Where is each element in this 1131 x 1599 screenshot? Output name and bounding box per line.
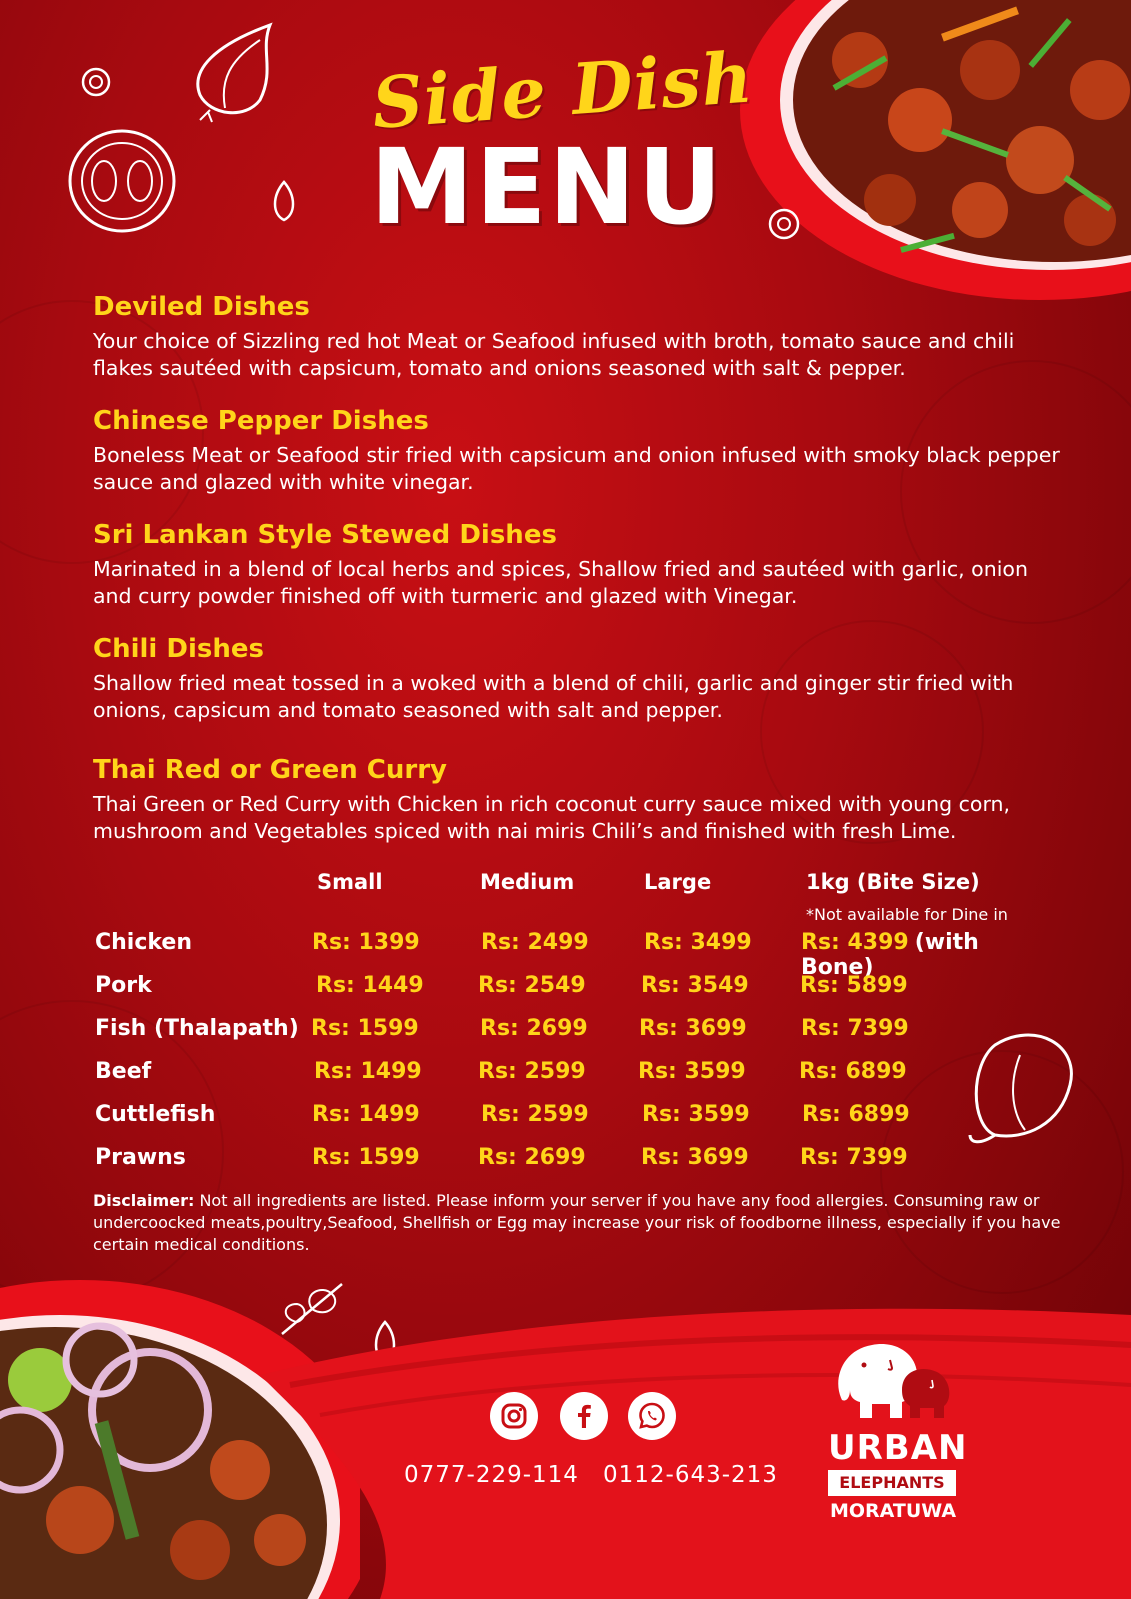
price-small: Rs: 1599	[312, 1145, 420, 1170]
whatsapp-button[interactable]	[628, 1392, 676, 1440]
page-title: MENU	[370, 126, 725, 248]
section-description: Shallow fried meat tossed in a woked with a blend of chili, garlic and ginger stir fried with onions, capsicum and tomato seasoned with salt and pepper.	[93, 671, 1014, 722]
availability-note: *Not available for Dine in	[806, 905, 1008, 924]
brand-location: MORATUWA	[829, 1500, 957, 1522]
price-large: Rs: 3599	[642, 1102, 750, 1127]
price-small: Rs: 1399	[312, 930, 420, 955]
phone-number[interactable]: 0777-229-114	[404, 1462, 579, 1488]
facebook-icon	[570, 1402, 598, 1430]
price-medium: Rs: 2599	[478, 1059, 586, 1084]
column-header-medium: Medium	[480, 870, 575, 894]
price-extra-note: (with Bone)	[801, 930, 979, 980]
section-title: Thai Red or Green Curry	[93, 755, 447, 785]
section-description: Marinated in a blend of local herbs and spices, Shallow fried and sautéed with garlic, onion and curry powder finished off with turmeric and glazed with Vinegar.	[93, 557, 1028, 608]
column-header-1kg: 1kg (Bite Size)	[806, 870, 980, 894]
price-1kg: Rs: 5899	[800, 973, 908, 998]
price-row	[95, 1102, 1055, 1132]
section-description: Thai Green or Red Curry with Chicken in rich coconut curry sauce mixed with young corn, mushroom and Vegetables spiced with nai miris Chili’s and finished with fresh Lime.	[93, 792, 1011, 843]
price-1kg: Rs: 4399	[801, 930, 909, 955]
tomato-slice-icon	[66, 127, 178, 235]
item-name: Beef	[95, 1059, 152, 1084]
item-name: Fish (Thalapath)	[95, 1016, 299, 1041]
price-large: Rs: 3699	[639, 1016, 747, 1041]
price-large: Rs: 3549	[641, 973, 749, 998]
price-row	[95, 1059, 1055, 1089]
section-title: Deviled Dishes	[93, 292, 310, 322]
section-title: Chili Dishes	[93, 634, 264, 664]
menu-section	[93, 406, 1073, 496]
price-medium: Rs: 2599	[481, 1102, 589, 1127]
instagram-button[interactable]	[490, 1392, 538, 1440]
script-title: Side Dish	[369, 35, 757, 145]
price-row	[95, 973, 1055, 1003]
food-photo-top	[740, 0, 1131, 300]
garlic-clove-icon	[268, 178, 300, 224]
phone-number[interactable]: 0112-643-213	[603, 1462, 778, 1488]
decorative-swoosh	[260, 1255, 1131, 1599]
item-name: Pork	[95, 973, 152, 998]
onion-icon	[190, 20, 280, 125]
disclaimer-label: Disclaimer:	[93, 1191, 195, 1210]
disclaimer-text: Not all ingredients are listed. Please inform your server if you have any food allergies. Consuming raw or undercoocked meats,poultry,Seafood, Shellfish or Egg may increase your risk of foodborne illness, especially if you have certain medical conditions.	[93, 1191, 1061, 1254]
price-row	[95, 1016, 1055, 1046]
facebook-button[interactable]	[560, 1392, 608, 1440]
price-1kg: Rs: 7399	[801, 1016, 909, 1041]
elephant-logo-icon	[832, 1340, 958, 1422]
price-medium: Rs: 2699	[478, 1145, 586, 1170]
brand-subname: ELEPHANTS	[828, 1470, 956, 1496]
menu-section	[93, 755, 1073, 845]
menu-section	[93, 520, 1073, 610]
price-1kg: Rs: 6899	[799, 1059, 907, 1084]
price-medium: Rs: 2699	[480, 1016, 588, 1041]
section-title: Sri Lankan Style Stewed Dishes	[93, 520, 557, 550]
item-name: Cuttlefish	[95, 1102, 216, 1127]
price-small: Rs: 1449	[316, 973, 424, 998]
menu-section	[93, 634, 1073, 724]
price-small: Rs: 1599	[311, 1016, 419, 1041]
price-row	[95, 930, 1055, 980]
whatsapp-icon	[637, 1401, 667, 1431]
price-large: Rs: 3499	[644, 930, 752, 955]
price-large: Rs: 3599	[638, 1059, 746, 1084]
pepper-slice-icon	[767, 207, 801, 241]
disclaimer	[93, 1190, 1068, 1256]
price-small: Rs: 1499	[314, 1059, 422, 1084]
price-row	[95, 1145, 1055, 1175]
menu-section	[93, 292, 1073, 382]
price-medium: Rs: 2549	[478, 973, 586, 998]
column-header-large: Large	[644, 870, 712, 894]
brand-name: URBAN	[828, 1428, 968, 1468]
section-title: Chinese Pepper Dishes	[93, 406, 429, 436]
item-name: Prawns	[95, 1145, 186, 1170]
price-medium: Rs: 2499	[481, 930, 589, 955]
column-header-small: Small	[317, 870, 383, 894]
pepper-slice-icon	[80, 66, 112, 98]
item-name: Chicken	[95, 930, 193, 955]
price-1kg: Rs: 6899	[802, 1102, 910, 1127]
price-large: Rs: 3699	[641, 1145, 749, 1170]
price-small: Rs: 1499	[312, 1102, 420, 1127]
section-description: Boneless Meat or Seafood stir fried with capsicum and onion infused with smoky black pepper sauce and glazed with white vinegar.	[93, 443, 1060, 494]
price-1kg: Rs: 7399	[800, 1145, 908, 1170]
section-description: Your choice of Sizzling red hot Meat or Seafood infused with broth, tomato sauce and chili flakes sautéed with capsicum, tomato and onions seasoned with salt & pepper.	[93, 329, 1015, 380]
instagram-icon	[500, 1402, 528, 1430]
